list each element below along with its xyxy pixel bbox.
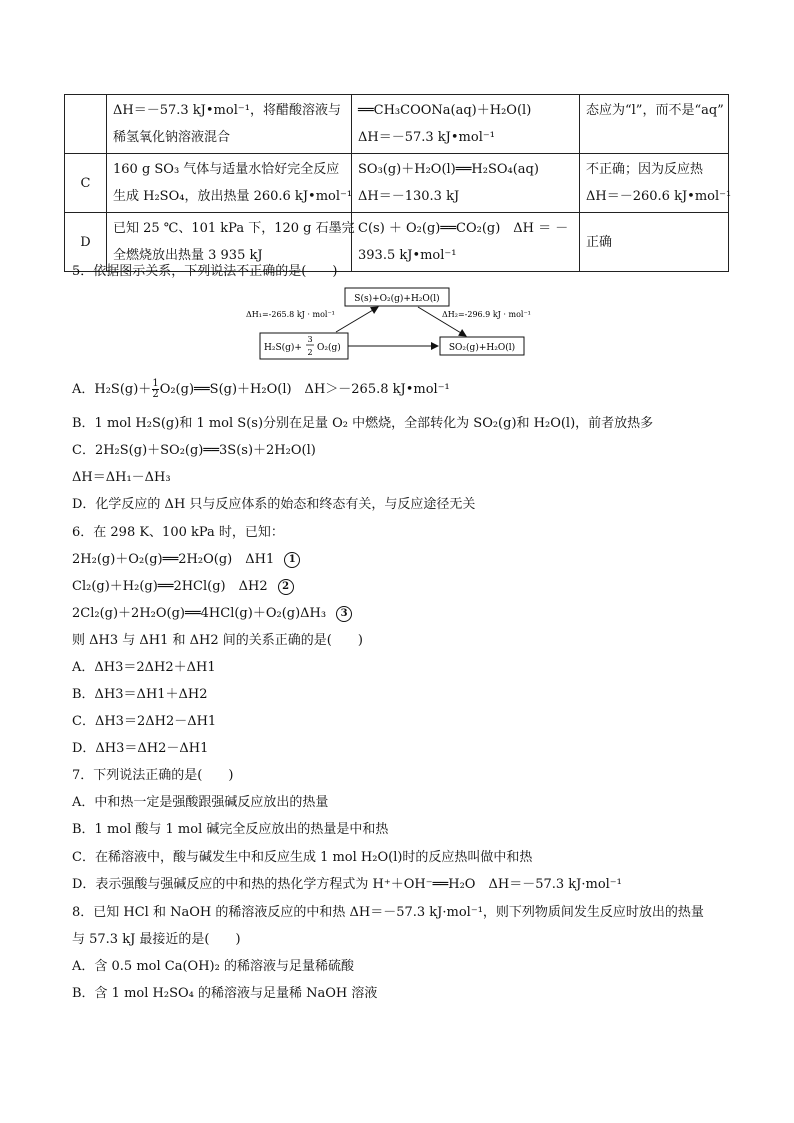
q6-eq1: 2H₂(g)＋O₂(g)══2H₂O(g) ΔH1 1 [72, 551, 300, 569]
circled-number: 3 [336, 606, 352, 622]
equation-cell: SO₃(g)＋H₂O(l)══H₂SO₄(aq) ΔH＝－130.3 kJ [352, 154, 580, 213]
q7-option-d: D．表示强酸与强碱反应的中和热的热化学方程式为 H⁺＋OH⁻══H₂O ΔH＝－57.3 kJ·mol⁻¹ [72, 877, 622, 892]
q6-option-c: C．ΔH3＝2ΔH2－ΔH1 [72, 714, 217, 729]
judgement-cell: 正确 [580, 213, 729, 272]
q5-option-b: B．1 mol H₂S(g)和 1 mol S(s)分别在足量 O₂ 中燃烧，全部转化为 SO₂(g)和 H₂O(l)，前者放热多 [72, 416, 654, 431]
dh2-label: ΔH₂=-296.9 kJ · mol⁻¹ [442, 310, 531, 319]
table-row [65, 95, 729, 154]
left-box-prefix: H₂S(g)+ [264, 343, 302, 353]
equation-cell: C(s) ＋ O₂(g)══CO₂(g) ΔH ＝ － 393.5 kJ•mol⁻¹ [352, 213, 580, 272]
statement-cell: ΔH＝－57.3 kJ•mol⁻¹，将醋酸溶液与 稀氢氧化钠溶液混合 [107, 95, 352, 154]
table-row [65, 154, 729, 213]
q5-stem: 5．依据图示关系，下列说法不正确的是( ) [72, 264, 338, 279]
left-box-num: 3 [307, 335, 313, 344]
left-box-suffix: O₂(g) [317, 343, 341, 353]
right-box-label: SO₂(g)+H₂O(l) [448, 343, 516, 353]
top-box-label: S(s)+O₂(g)+H₂O(l) [354, 294, 440, 304]
q6-option-b: B．ΔH3＝ΔH1＋ΔH2 [72, 687, 208, 702]
row-label [65, 95, 107, 154]
q7-stem: 7．下列说法正确的是( ) [72, 768, 234, 783]
circled-number: 1 [284, 552, 300, 568]
q7-option-c: C．在稀溶液中，酸与碱发生中和反应生成 1 mol H₂O(l)时的反应热叫做中和热 [72, 850, 533, 865]
judgement-cell: 态应为“l”，而不是“aq” [580, 95, 729, 154]
q6-eq2: Cl₂(g)＋H₂(g)══2HCl(g) ΔH2 2 [72, 578, 294, 596]
q8-stem-line1: 8．已知 HCl 和 NaOH 的稀溶液反应的中和热 ΔH＝－57.3 kJ·mol⁻¹，则下列物质间发生反应时放出的热量 [72, 905, 704, 920]
q6-stem: 6．在 298 K、100 kPa 时，已知： [72, 525, 284, 540]
q6-option-d: D．ΔH3＝ΔH2－ΔH1 [72, 741, 209, 756]
q8-stem-line2: 与 57.3 kJ 最接近的是( ) [72, 932, 241, 947]
statement-cell: 已知 25 ℃、101 kPa 下，120 g 石墨完 全燃烧放出热量 3 935 kJ [107, 213, 352, 272]
q6-option-a: A．ΔH3＝2ΔH2＋ΔH1 [72, 660, 216, 675]
q7-option-b: B．1 mol 酸与 1 mol 碱完全反应放出的热量是中和热 [72, 822, 389, 837]
q5-option-a: A．H₂S(g)＋ $\frac{1}{2}$ O₂(g)══S(g)＋H₂O(l) ΔH＞－265.8 kJ•mol⁻¹ [72, 378, 450, 400]
equation-cell: ══CH₃COONa(aq)＋H₂O(l) ΔH＝－57.3 kJ•mol⁻¹ [352, 95, 580, 154]
enthalpy-diagram [240, 286, 560, 362]
arrow-dh1 [336, 307, 378, 332]
circled-number: 2 [278, 579, 294, 595]
q7-option-a: A．中和热一定是强酸跟强碱反应放出的热量 [72, 795, 329, 810]
q5-option-c-dh: ΔH＝ΔH₁－ΔH₃ [72, 470, 171, 485]
q6-ask: 则 ΔH3 与 ΔH1 和 ΔH2 间的关系正确的是( ) [72, 633, 363, 648]
left-box-den: 2 [307, 348, 313, 357]
judgement-cell: 不正确；因为反应热 ΔH＝－260.6 kJ•mol⁻¹ [580, 154, 729, 213]
row-label: C [65, 154, 107, 213]
statement-cell: 160 g SO₃ 气体与适量水恰好完全反应 生成 H₂SO₄，放出热量 260.6 kJ•mol⁻¹ [107, 154, 352, 213]
dh1-label: ΔH₁=-265.8 kJ · mol⁻¹ [246, 310, 335, 319]
q5-option-d: D．化学反应的 ΔH 只与反应体系的始态和终态有关，与反应途径无关 [72, 497, 476, 512]
comparison-table [64, 94, 732, 272]
q6-eq3: 2Cl₂(g)＋2H₂O(g)══4HCl(g)＋O₂(g)ΔH₃ 3 [72, 605, 352, 623]
row-label: D [65, 213, 107, 272]
q8-option-a: A．含 0.5 mol Ca(OH)₂ 的稀溶液与足量稀硫酸 [72, 959, 354, 974]
q8-option-b: B．含 1 mol H₂SO₄ 的稀溶液与足量稀 NaOH 溶液 [72, 986, 378, 1001]
q5-option-c: C．2H₂S(g)＋SO₂(g)══3S(s)＋2H₂O(l) [72, 443, 316, 458]
